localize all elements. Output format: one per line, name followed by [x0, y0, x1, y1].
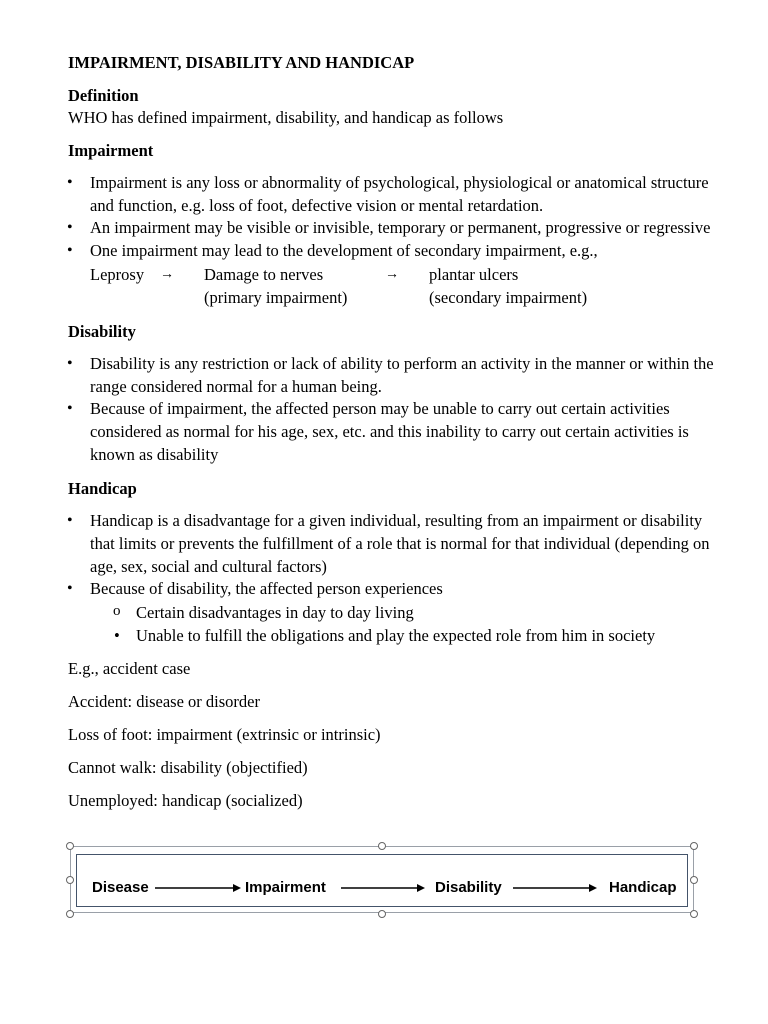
primary-label: (primary impairment) — [204, 287, 348, 307]
handicap-list — [68, 510, 728, 601]
example-line: Loss of foot: impairment (extrinsic or intrinsic) — [68, 725, 381, 745]
resize-handle[interactable] — [66, 910, 74, 918]
arrow-icon — [513, 882, 597, 894]
arrow-icon: → — [160, 266, 174, 282]
example-line: Unemployed: handicap (socialized) — [68, 791, 303, 811]
arrow-icon: → — [385, 266, 399, 282]
flow-step-handicap: Handicap — [609, 879, 677, 896]
example-line: Cannot walk: disability (objectified) — [68, 758, 308, 778]
list-item: • Handicap is a disadvantage for a given individual, resulting from an impairment or disability that limits or prevents the fulfillment of a role that is normal for that individual (depending on age, sex, social and cultural factors) — [68, 510, 728, 578]
arrow-icon — [155, 882, 241, 894]
flow-step-disease: Disease — [92, 879, 149, 896]
handicap-sub-list — [68, 601, 728, 647]
impairment-type-row — [68, 286, 728, 309]
definition-text: WHO has defined impairment, disability, and handicap as follows — [68, 108, 504, 127]
document-page — [68, 52, 728, 812]
document-title: IMPAIRMENT, DISABILITY AND HANDICAP — [68, 53, 415, 72]
list-item: • Disability is any restriction or lack of ability to perform an activity in the manner or within the range considered normal for a human being. — [68, 353, 728, 398]
list-item: o Certain disadvantages in day to day living — [68, 601, 728, 624]
list-item: • An impairment may be visible or invisible, temporary or permanent, progressive or regressive — [68, 217, 728, 240]
resize-handle[interactable] — [690, 842, 698, 850]
leprosy-text: Leprosy — [90, 264, 145, 284]
resize-handle[interactable] — [378, 910, 386, 918]
handicap-heading: Handicap — [68, 479, 137, 499]
example-line: E.g., accident case — [68, 659, 191, 679]
ulcers-text: plantar ulcers — [429, 264, 519, 284]
flow-step-disability: Disability — [435, 879, 502, 896]
list-item: • Impairment is any loss or abnormality of psychological, physiological or anatomical structure and function, e.g. loss of foot, defective vision or mental retardation. — [68, 172, 728, 217]
arrow-icon — [341, 882, 425, 894]
list-item: • Unable to fulfill the obligations and play the expected role from him in society — [68, 624, 728, 647]
secondary-label: (secondary impairment) — [429, 287, 588, 307]
disability-list — [68, 353, 728, 467]
flow-step-impairment: Impairment — [245, 879, 326, 896]
flow-diagram[interactable] — [70, 846, 695, 914]
example-line: Accident: disease or disorder — [68, 692, 260, 712]
resize-handle[interactable] — [690, 910, 698, 918]
damage-text: Damage to nerves — [204, 264, 324, 284]
list-item: • One impairment may lead to the development of secondary impairment, e.g., — [68, 240, 728, 263]
leprosy-example-row — [68, 263, 728, 286]
disability-heading: Disability — [68, 321, 136, 341]
resize-handle[interactable] — [66, 876, 74, 884]
diagram-box — [76, 854, 688, 907]
resize-handle[interactable] — [690, 876, 698, 884]
impairment-heading: Impairment — [68, 141, 154, 160]
list-item: • Because of impairment, the affected person may be unable to carry out certain activities considered as normal for his age, sex, etc. and this inability to carry out certain activities is known as disability — [68, 398, 728, 466]
definition-heading: Definition — [68, 86, 139, 105]
resize-handle[interactable] — [378, 842, 386, 850]
impairment-list — [68, 172, 728, 263]
list-item: • Because of disability, the affected person experiences — [68, 578, 728, 601]
resize-handle[interactable] — [66, 842, 74, 850]
